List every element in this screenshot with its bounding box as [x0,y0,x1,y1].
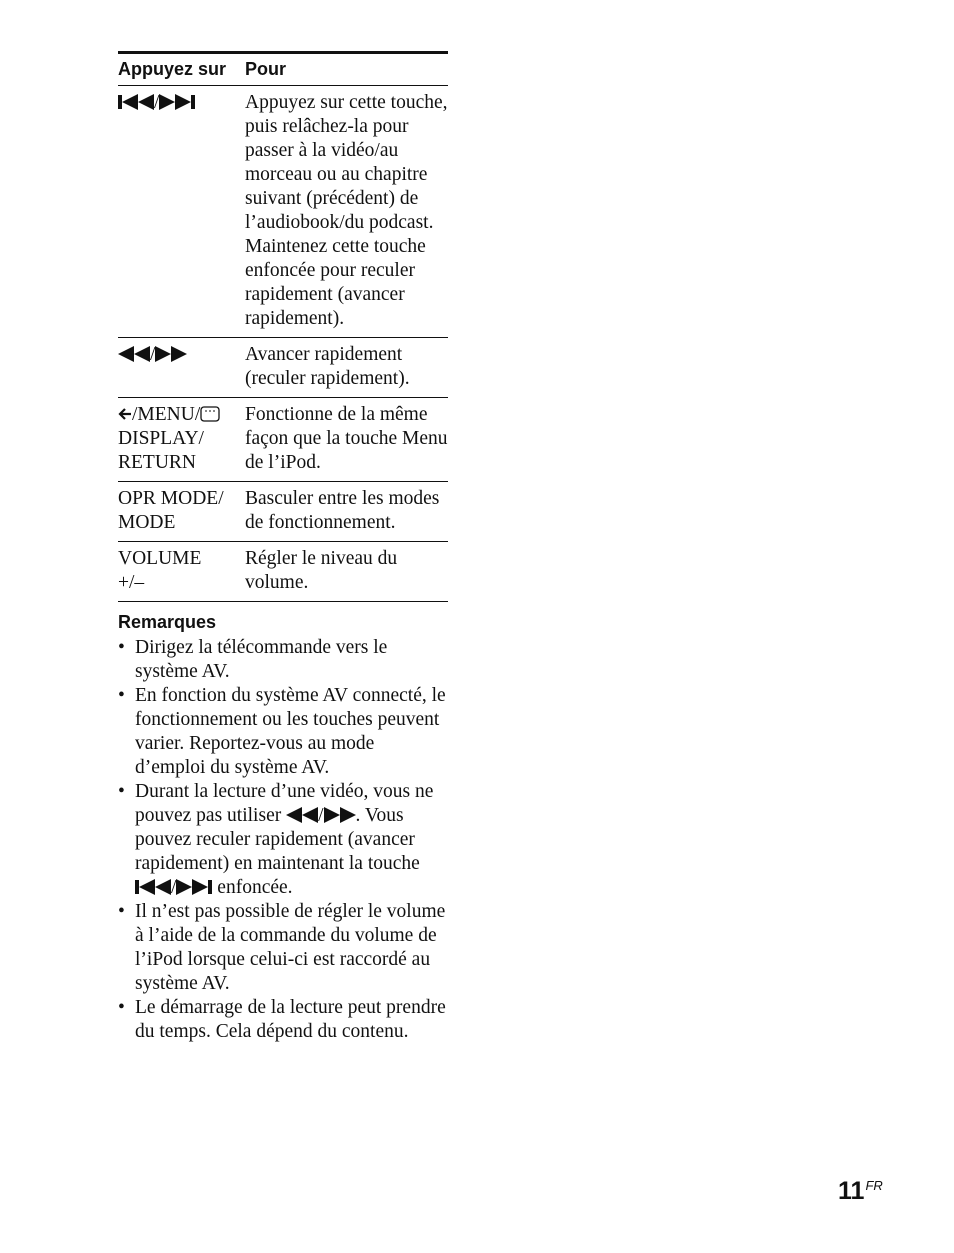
key-cell [118,398,245,482]
page-language-suffix: FR [865,1178,883,1193]
list-item [118,636,448,684]
description-cell [245,338,448,398]
key-text-line2: +/– [118,572,145,593]
key-cell [118,86,245,338]
list-item-text: Dirigez la télécommande vers le système AV. [135,637,388,682]
table-row [118,338,448,398]
description-text: Régler le niveau du volume. [245,548,398,593]
description-text: Basculer entre les modes de fonctionnement. [245,488,440,533]
key-text-line1: VOLUME [118,548,202,569]
key-text-menu: /MENU/ [132,404,201,425]
description-cell [245,398,448,482]
description-cell [245,542,448,602]
description-cell [245,86,448,338]
bullet: • [118,685,125,706]
rewind-icon [118,346,150,362]
list-item-text-b: . Vous pouvez reculer rapidement (avancer rapidement) en maintenant la touche [135,805,420,874]
bullet: • [118,901,125,922]
page-number [838,1177,883,1206]
list-item-text: Il n’est pas possible de régler le volume à l’aide de la commande du volume de l’iPod lorsque celui-ci est raccordé au système AV. [135,901,446,994]
controls-table [118,51,448,602]
back-arrow-icon [118,406,132,422]
description-text-2: Maintenez cette touche enfoncée pour reculer rapidement (avancer rapidement). [245,236,426,329]
list-item [118,684,448,780]
bullet: • [118,997,125,1018]
table-row [118,482,448,542]
list-item-text: En fonction du système AV connecté, le fonctionnement ou les touches peuvent varier. Reportez-vous au mode d’emploi du système AV. [135,685,446,778]
remarks-list [118,636,448,1044]
list-item-text: Le démarrage de la lecture peut prendre du temps. Cela dépend du contenu. [135,997,446,1042]
fast-forward-icon [324,807,356,823]
table-row [118,86,448,338]
header-pour: Pour [245,53,448,86]
description-text: Appuyez sur cette touche, puis relâchez-la pour passer à la vidéo/au morceau ou au chapitre suivant (précédent) de l’audiobook/du podcast. [245,92,448,233]
icon-separator: / [318,805,324,826]
key-separator: / [150,344,156,365]
list-item-text-c: enfoncée. [212,877,293,898]
rewind-icon [286,807,318,823]
key-cell [118,338,245,398]
page-number-value: 11 [838,1177,865,1205]
remarks-heading: Remarques [118,612,217,632]
next-track-icon [176,879,212,895]
bullet: • [118,637,125,658]
key-separator: / [154,92,160,113]
prev-track-icon [135,879,171,895]
key-cell [118,542,245,602]
table-header-row [118,53,448,86]
menu-box-icon [200,406,220,422]
key-text-line1: OPR MODE/ [118,488,224,509]
header-appuyez-sur: Appuyez sur [118,53,245,86]
key-text-display: DISPLAY/ [118,428,204,449]
table-row [118,542,448,602]
bullet: • [118,781,125,802]
list-item [118,780,448,900]
next-track-icon [159,94,195,110]
prev-track-icon [118,94,154,110]
document-body [118,51,448,1044]
key-text-return: RETURN [118,452,196,473]
key-cell [118,482,245,542]
description-text: Fonctionne de la même façon que la touche Menu de l’iPod. [245,404,448,473]
description-cell [245,482,448,542]
key-text-line2: MODE [118,512,176,533]
table-row [118,398,448,482]
description-text: Avancer rapidement (reculer rapidement). [245,344,410,389]
icon-separator: / [171,877,177,898]
list-item [118,996,448,1044]
list-item [118,900,448,996]
fast-forward-icon [155,346,187,362]
list-item-text-a: Durant la lecture d’une vidéo, vous ne pouvez pas utiliser [135,781,434,826]
